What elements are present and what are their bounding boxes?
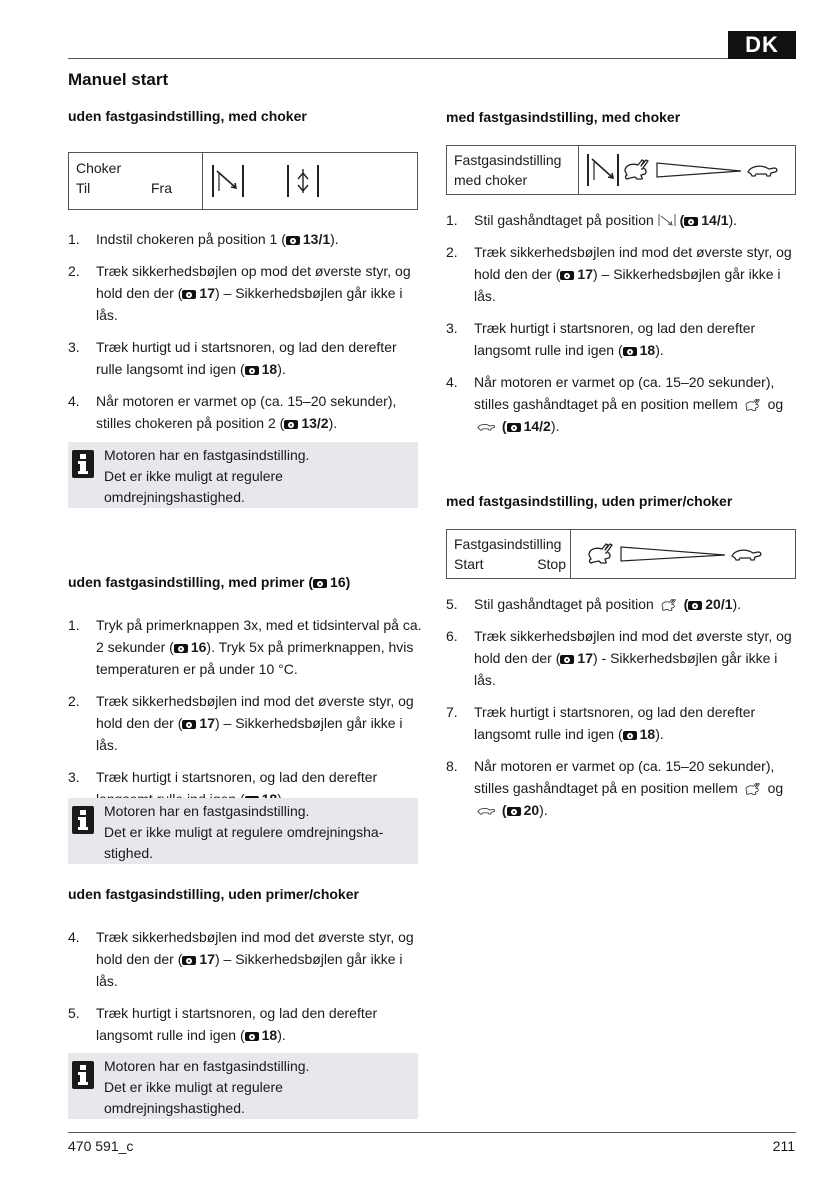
section-heading: med fastgasindstilling, uden primer/choker [446, 493, 733, 509]
camera-icon [623, 347, 637, 356]
left-section-choker [68, 108, 418, 444]
camera-icon [182, 720, 196, 729]
step-item: 3. Træk hurtigt i startsnoren, og lad den derefter [68, 766, 423, 810]
footer-rule [68, 1132, 796, 1133]
step-item: 4. Træk sikkerhedsbøjlen ind mod det øverste styr, og hold den der ( 17) – Sikkerhedsbøjlen går ikke i lås. [68, 929, 414, 989]
throttle-symbols [579, 146, 795, 194]
camera-icon [286, 236, 300, 245]
camera-icon [560, 271, 574, 280]
primer-steps [68, 614, 423, 810]
choker-lever-icon [209, 161, 359, 201]
turtle-icon [474, 419, 498, 433]
camera-icon [182, 290, 196, 299]
fastgas-choker-label: Fastgasindstilling med choker [447, 146, 579, 194]
section-heading: med fastgasindstilling, med choker [446, 109, 681, 125]
left-section-primer [68, 574, 423, 820]
camera-icon [560, 655, 574, 664]
step-item: 2. Træk sikkerhedsbøjlen ind mod det øverste styr, og hold den der ( 17) – Sikkerhedsbøjlen går ikke i lås. [446, 244, 792, 304]
choker-table [68, 152, 418, 210]
step-item: 1. Tryk på primerknappen 3x, med et tidsinterval på ca. 2 sekunder ( 16). Tryk 5x på primerknappen, hvis temperaturen er på under 10 °C. [68, 617, 422, 677]
choker-on-label: Til [76, 180, 91, 196]
camera-icon [684, 217, 698, 226]
camera-icon [182, 956, 196, 965]
header-rule [68, 58, 728, 59]
rabbit-icon [658, 597, 680, 611]
camera-icon [245, 1032, 259, 1041]
camera-icon [688, 601, 702, 610]
right-section-no-choker [446, 493, 796, 831]
info-icon [72, 1061, 94, 1089]
step-item: 3. Træk hurtigt ud i startsnoren, og lad den derefter rulle langsomt ind igen ( 18). [68, 339, 397, 377]
step-item: 5. Træk hurtigt i startsnoren, og lad den derefter langsomt rulle ind igen ( 18). [68, 1005, 378, 1043]
language-tag: DK [728, 31, 796, 59]
step-item: 6. Træk sikkerhedsbøjlen ind mod det øverste styr, og hold den der ( 17) - Sikkerhedsbøjlen går ikke i lås. [446, 628, 792, 688]
step-item: 1. Indstil chokeren på position 1 ( 13/1). [68, 231, 339, 247]
step-item: 8. Når motoren er varmet op (ca. 15–20 sekunder), stilles gashåndtaget på en position mellem og ( 20). [446, 758, 784, 818]
rabbit-icon [742, 397, 764, 411]
camera-icon [507, 423, 521, 432]
step-item: 3. Træk hurtigt i startsnoren, og lad den derefter langsomt rulle ind igen ( 18). [446, 320, 756, 358]
fastgas-table [446, 529, 796, 579]
step-item: 2. Træk sikkerhedsbøjlen op mod det øverste styr, og hold den der ( 17) – Sikkerhedsbøjlen går ikke i lås. [68, 263, 411, 323]
choke-position-icon [658, 213, 676, 227]
right-section-choker [446, 109, 796, 447]
fastgas-choker-table [446, 145, 796, 195]
info-note: Motoren har en fastgasindstilling. Det er ikke muligt at regulere omdrejningsha- stighed. [68, 798, 418, 864]
fastgas-steps [446, 593, 796, 821]
fastgas-label: Fastgasindstilling Start Stop [447, 530, 571, 578]
choker-label: Choker [76, 160, 122, 176]
camera-icon [284, 420, 298, 429]
camera-icon [313, 579, 327, 588]
start-label: Start [454, 556, 484, 572]
info-note: Motoren har en fastgasindstilling. Det er ikke muligt at regulere omdrejningshastighed. [68, 442, 418, 508]
document-code: 470 591_c [68, 1138, 134, 1154]
throttle-range-icon [585, 150, 795, 190]
step-item: 1. Stil gashåndtaget på position ( 14/1). [446, 212, 738, 228]
page-title: Manuel start [68, 70, 169, 89]
section-heading: uden fastgasindstilling, med choker [68, 108, 307, 124]
rabbit-icon [742, 781, 764, 795]
choker-symbols [203, 153, 359, 209]
camera-icon [245, 366, 259, 375]
turtle-icon [474, 803, 498, 817]
camera-icon [174, 644, 188, 653]
throttle-symbols [571, 530, 787, 578]
step-item: 4. Når motoren er varmet op (ca. 15–20 sekunder), stilles gashåndtaget på en position mellem og ( 14/2). [446, 374, 784, 434]
left-section-none [68, 886, 418, 1056]
section-heading: uden fastgasindstilling, uden primer/choker [68, 886, 359, 902]
stop-label: Stop [537, 556, 566, 572]
step-item: 4. Når motoren er varmet op (ca. 15–20 sekunder), stilles chokeren på position 2 ( 13/2). [68, 393, 397, 431]
step-item: 2. Træk sikkerhedsbøjlen ind mod det øverste styr, og hold den der ( 17) – Sikkerhedsbøjlen går ikke i lås. [68, 693, 414, 753]
step-item: 5. Stil gashåndtaget på position ( 20/1). [446, 596, 742, 612]
choker-steps [68, 228, 418, 434]
info-icon [72, 450, 94, 478]
choker-table-label [69, 153, 203, 209]
no-primer-steps [68, 926, 418, 1046]
camera-icon [623, 731, 637, 740]
info-note: Motoren har en fastgasindstilling. Det er ikke muligt at regulere omdrejningshastighed. [68, 1053, 418, 1119]
choker-off-label: Fra [151, 180, 172, 196]
fastgas-choker-steps [446, 209, 796, 437]
camera-icon [507, 807, 521, 816]
info-icon [72, 806, 94, 834]
section-heading: uden fastgasindstilling, med primer ( 16) [68, 574, 351, 590]
throttle-range-icon [577, 534, 787, 574]
page-number: 211 [772, 1138, 795, 1154]
step-item: 7. Træk hurtigt i startsnoren, og lad den derefter langsomt rulle ind igen ( 18). [446, 704, 756, 742]
